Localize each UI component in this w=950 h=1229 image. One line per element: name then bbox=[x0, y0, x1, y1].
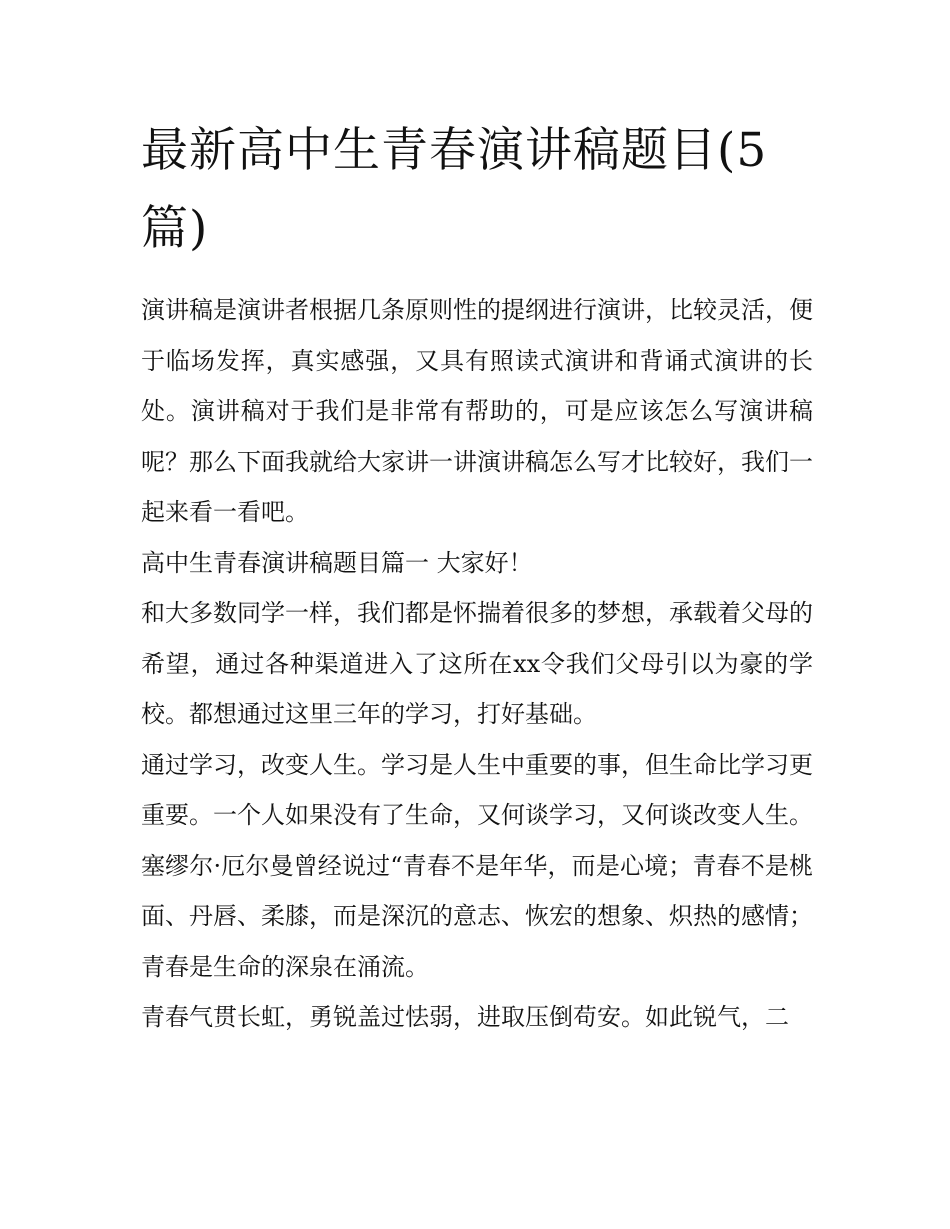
document-body bbox=[141, 285, 813, 1043]
document-title: 最新高中生青春演讲稿题目(5篇) bbox=[141, 123, 768, 256]
quote-paragraph: 塞缪尔·厄尔曼曾经说过“青春不是年华，而是心境；青春不是桃面、丹唇、柔膝，而是深沉的意志、恢宏的想象、炽热的感情；青春是生命的深泉在涌流。 bbox=[141, 851, 813, 981]
document-content bbox=[141, 112, 813, 1043]
section-heading-paragraph: 高中生青春演讲稿题目篇一 大家好！ bbox=[141, 548, 533, 577]
body-paragraph: 通过学习，改变人生。学习是人生中重要的事，但生命比学习更重要。一个人如果没有了生命，又何谈学习，又何谈改变人生。 bbox=[141, 750, 813, 829]
body-paragraph: 青春气贯长虹，勇锐盖过怯弱，进取压倒苟安。如此锐气，二 bbox=[141, 1003, 789, 1031]
body-paragraph: 和大多数同学一样，我们都是怀揣着很多的梦想，承载着父母的希望，通过各种渠道进入了这所在xx令我们父母引以为豪的学校。都想通过这里三年的学习，打好基础。 bbox=[141, 599, 813, 728]
intro-paragraph: 演讲稿是演讲者根据几条原则性的提纲进行演讲，比较灵活，便于临场发挥，真实感强，又具有照读式演讲和背诵式演讲的长处。演讲稿对于我们是非常有帮助的，可是应该怎么写演讲稿呢？那么下面我就给大家讲一讲演讲稿怎么写才比较好，我们一起来看一看吧。 bbox=[141, 296, 813, 526]
